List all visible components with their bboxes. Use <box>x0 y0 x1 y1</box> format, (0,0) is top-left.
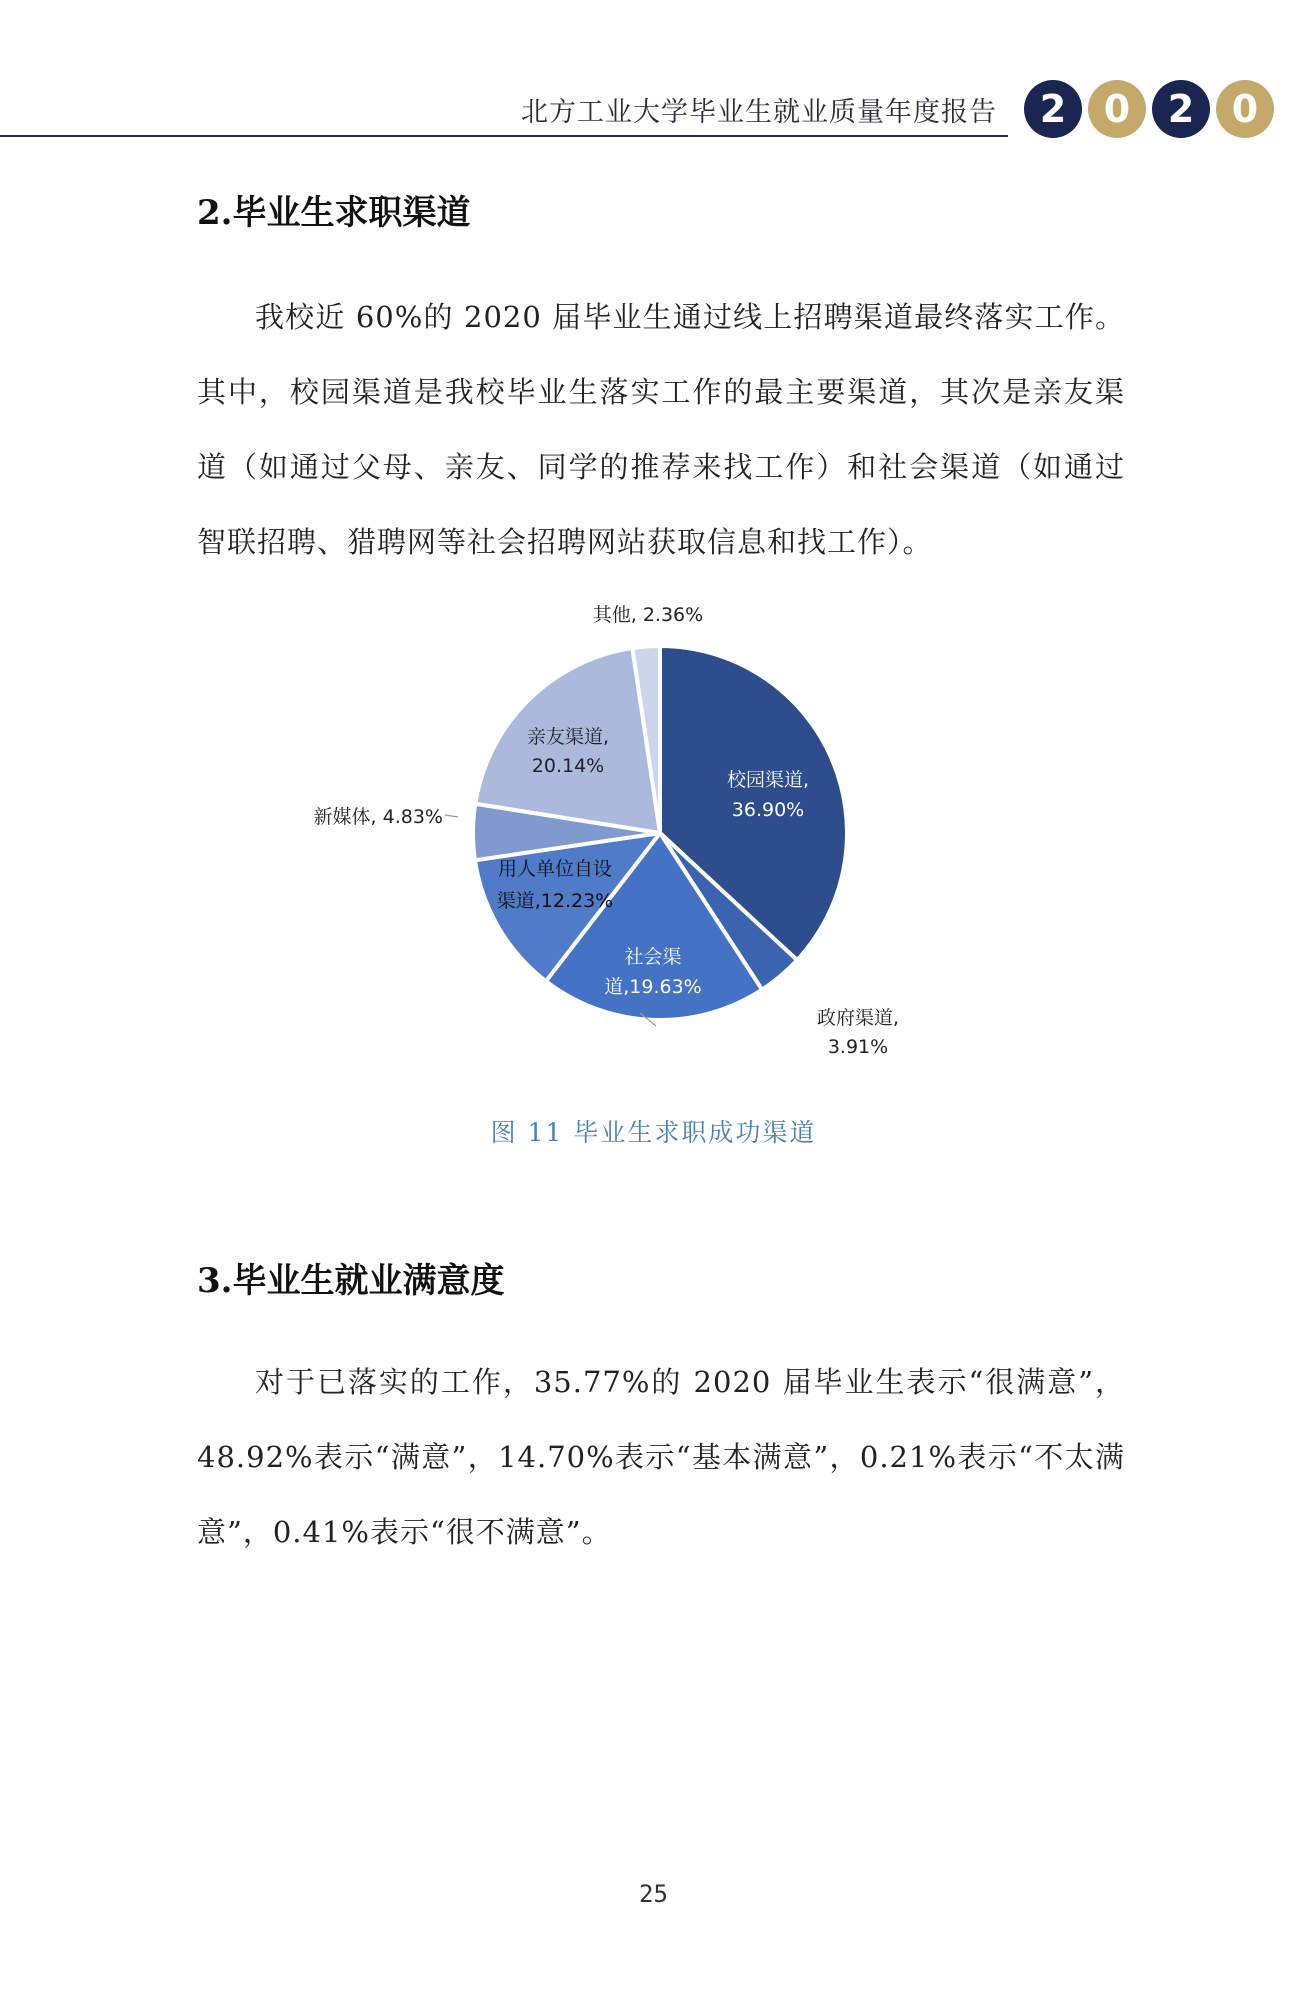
year-digit-badge: 0 <box>1216 80 1274 138</box>
pie-label-new-media: 新媒体, 4.83% <box>313 806 443 828</box>
job-satisfaction-paragraph: 对于已落实的工作，35.77%的 2020 届毕业生表示“很满意”，48.92%表示“满意”，14.70%表示“基本满意”，0.21%表示“不太满意”，0.41%表示“很不满意”。 <box>197 1365 1125 1549</box>
year-digit-badge: 2 <box>1024 80 1082 138</box>
pie-label-friends: 20.14% <box>531 755 605 777</box>
report-header-title: 北方工业大学毕业生就业质量年度报告 <box>521 97 997 128</box>
section-heading-job-satisfaction: 3.毕业生就业满意度 <box>197 1261 505 1301</box>
pie-label-government: 3.91% <box>827 1036 889 1058</box>
year-digit-badge: 2 <box>1152 80 1210 138</box>
pie-label-employer: 渠道,12.23% <box>496 890 614 912</box>
pie-label-campus: 校园渠道, <box>726 769 810 791</box>
pie-label-government: 政府渠道, <box>816 1007 900 1029</box>
section-heading-job-channels: 2.毕业生求职渠道 <box>197 193 471 233</box>
page-number: 25 <box>639 1880 668 1908</box>
header-rule <box>0 135 1008 137</box>
pie-label-friends: 亲友渠道, <box>526 726 610 748</box>
job-channel-pie-chart <box>280 585 980 1070</box>
pie-label-other: 其他, 2.36% <box>592 604 704 626</box>
figure-caption: 图 11 毕业生求职成功渠道 <box>490 1118 817 1147</box>
year-digit-badge: 0 <box>1088 80 1146 138</box>
pie-label-social: 社会渠 <box>624 946 682 968</box>
job-channels-paragraph: 我校近 60%的 2020 届毕业生通过线上招聘渠道最终落实工作。其中，校园渠道是我校毕业生落实工作的最主要渠道，其次是亲友渠道（如通过父母、亲友、同学的推荐来找工作）和社会渠道（如通过智联招聘、猎聘网等社会招聘网站获取信息和找工作）。 <box>197 300 1125 559</box>
pie-label-social: 道,19.63% <box>604 976 702 998</box>
pie-label-employer: 用人单位自设 <box>497 858 613 880</box>
pie-label-campus: 36.90% <box>731 799 805 821</box>
